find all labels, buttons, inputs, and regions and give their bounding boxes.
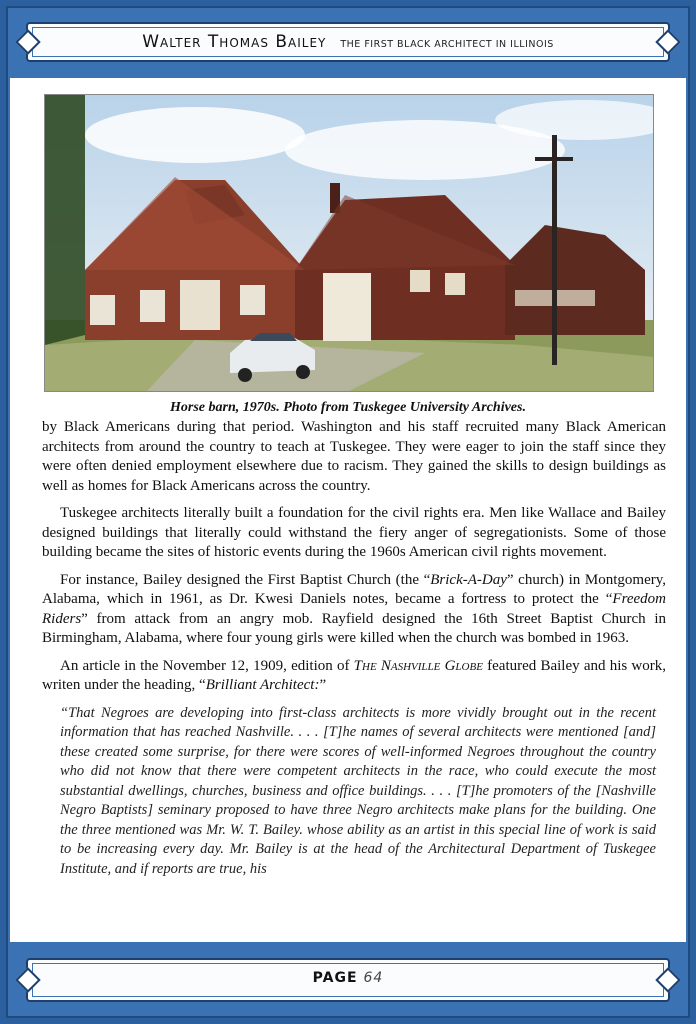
footer-banner [26, 958, 670, 1002]
page-content [10, 78, 686, 942]
paragraph-4-text-a: An article in the November 12, 1909, edition of [60, 657, 354, 674]
paragraph-4-text-b: featured Bailey and his work, writen under the heading, “ [42, 657, 666, 693]
paragraph-1: by Black Americans during that period. Washington and his staff recruited many Black American architects from around the country to teach at Tuskegee. They were eager to join the staff since they were often denied employment elsewhere due to racism. They gained the skills to design buildings as well as homes for Black Americans across the country. [42, 419, 666, 494]
block-quote: “That Negroes are developing into first-class architects is more vividly brought out in the recent information that has reached Nashville. . . . [T]he names of several architects were mentioned [and] these created some surprise, for there were scores of well-informed Negroes throughout the country who did not know that there were competent architects in the race, who could execute the most substantial dwellings, churches, business and office buildings. . . . [T]he promoters of the [Nashville Negro Baptists] seminary proposed to have three Negro architects make plans for the building. One the three mentioned was Mr. W. T. Bailey. whose ability as an artist in this special line of work is said to be increasing every day. Mr. Bailey is at the head of the Architectural Department of Tuskegee Institute, and if reports are true, his [60, 704, 656, 877]
header-title: Walter Thomas Bailey [142, 32, 327, 52]
page-label-text: PAGE [312, 970, 358, 986]
header-banner [26, 22, 670, 62]
paragraph-4 [42, 657, 666, 696]
article-body [42, 418, 666, 879]
paragraph-3-text-a: For instance, Bailey designed the First Baptist Church (the “ [60, 571, 431, 588]
page-number-label [28, 970, 668, 986]
horse-barn-image [45, 95, 654, 392]
paragraph-2: Tuskegee architects literally built a foundation for the civil rights era. Men like Wallace and Bailey designed buildings that literally could withstand the fiery anger of segregationists. Some of those building became the sites of historic events during the 1960s American civil rights movement. [42, 505, 666, 560]
brick-a-day-emphasis: Brick-A-Day [430, 571, 507, 588]
article-heading: Brilliant Architect: [205, 677, 320, 693]
paragraph-3-text-c: ” from attack from an angry mob. Rayfield designed the 16th Street Baptist Church in Birmingham, Alabama, where four young girls were killed when the church was bombed in 1963. [42, 610, 666, 646]
header-subtitle: THE FIRST BLACK ARCHITECT IN ILLINOIS [340, 39, 554, 50]
photo-caption: Horse barn, 1970s. Photo from Tuskegee University Archives. [170, 400, 526, 415]
paragraph-3-text-b: ” church) in Montgomery, Alabama, which in 1961, as Dr. Kwesi Daniels notes, became a fortress to protect the “ [42, 571, 666, 607]
paragraph-4-text-c: ” [319, 677, 327, 693]
paragraph-3 [42, 571, 666, 649]
page-number: 64 [363, 970, 384, 986]
horse-barn-photo [44, 94, 654, 392]
header-text [28, 32, 668, 52]
publication-name: The Nashville Globe [353, 657, 483, 674]
freedom-riders-emphasis: Freedom Riders [42, 591, 666, 627]
